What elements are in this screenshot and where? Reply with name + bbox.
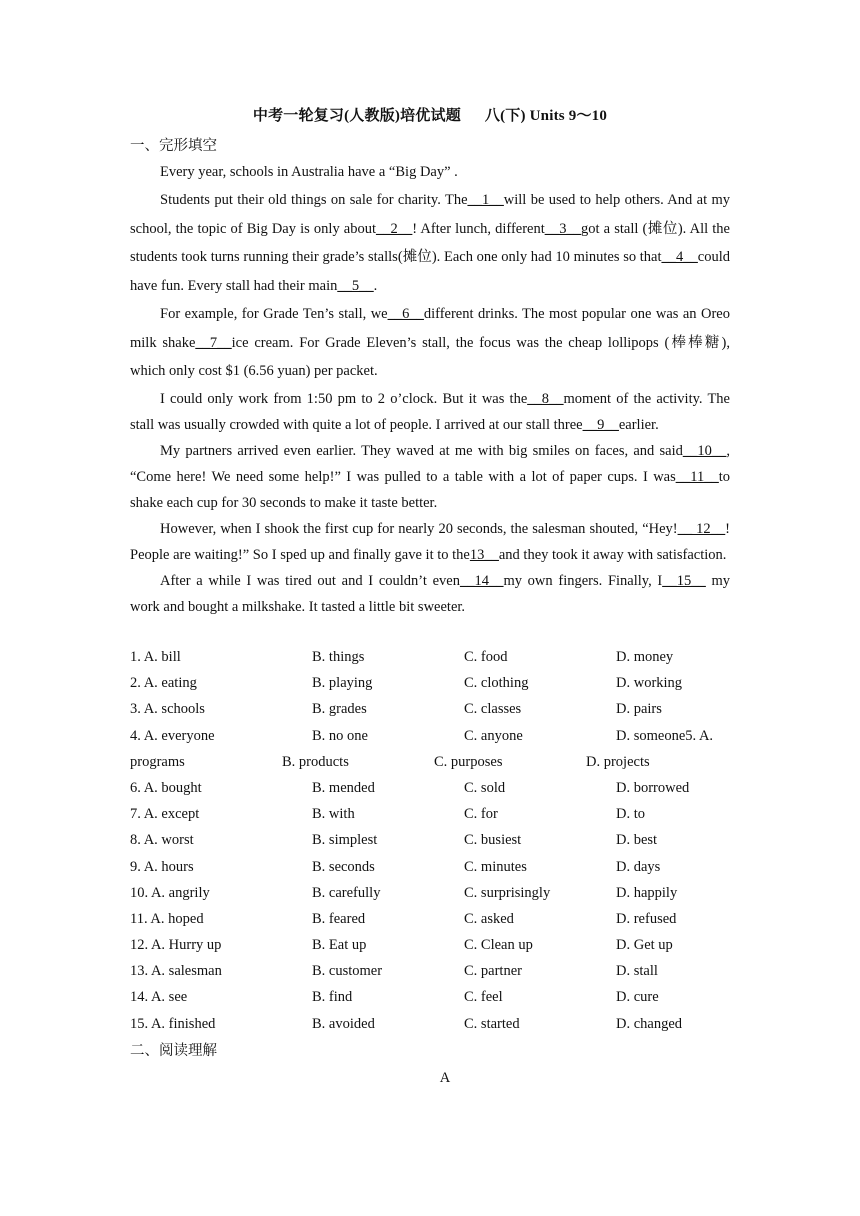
blank: __4__ [661, 249, 698, 265]
option-choice: C. asked [464, 910, 514, 927]
option-choice: B. playing [312, 675, 373, 692]
paragraph: I could only work from 1:50 pm to 2 o’clock. But it was the__8__moment of the activity. The stall was usually crowded with quite a lot of people. I arrived at our stall three__9__earlier. [130, 390, 730, 433]
option-choice: D. best [616, 832, 658, 849]
blank: 13__ [469, 546, 499, 563]
option-choice: 4. A. everyone [130, 727, 215, 744]
option-choice: B. things [312, 649, 365, 665]
paragraph: Every year, schools in Australia have a “Big Day” . [160, 164, 458, 180]
option-row [130, 644, 740, 670]
section-heading-reading: 二、阅读理解 [130, 1043, 217, 1059]
answer-options [130, 644, 740, 1037]
option-row [130, 932, 740, 958]
option-choice: D. changed [616, 1015, 683, 1032]
blank: __3__ [544, 220, 582, 237]
option-choice: B. carefully [312, 884, 381, 901]
blank: __14__ [459, 572, 504, 589]
option-choice: C. clothing [464, 675, 529, 692]
option-choice: B. mended [312, 779, 375, 796]
option-choice: C. sold [464, 779, 506, 796]
option-row [130, 801, 740, 827]
option-row [130, 749, 740, 775]
option-choice: D. to [616, 806, 645, 823]
option-choice: D. Get up [616, 937, 673, 954]
option-row [130, 958, 740, 984]
option-choice: C. partner [464, 963, 522, 980]
section-heading-cloze: 一、完形填空 [130, 138, 217, 154]
option-choice: C. anyone [464, 727, 523, 744]
blank: __8__ [527, 390, 564, 407]
option-row [130, 775, 740, 801]
blank: __15__ [662, 572, 706, 589]
option-row [130, 984, 740, 1010]
option-choice: D. borrowed [616, 779, 690, 796]
blank: __7__ [195, 334, 232, 351]
paragraph: After a while I was tired out and I couldn’t even__14__my own fingers. Finally, I__15__ my work and bought a milkshake. It tasted a little bit sweeter. [130, 572, 730, 615]
option-choice: 14. A. see [130, 989, 188, 1006]
part-label: A [439, 1070, 451, 1086]
blank: __2__ [376, 220, 413, 237]
title-sub: 八(下) Units 9～10 [484, 108, 608, 124]
option-choice: 2. A. eating [130, 675, 197, 692]
title-main: 中考一轮复习(人教版)培优试题 [252, 108, 461, 124]
option-choice: programs [130, 753, 185, 770]
option-choice: C. surprisingly [464, 884, 551, 901]
option-choice: C. busiest [464, 832, 522, 849]
option-choice: 1. A. bill [130, 649, 181, 665]
option-row [130, 1011, 740, 1037]
option-choice: 15. A. finished [130, 1015, 216, 1032]
page-title [0, 104, 860, 125]
blank: __ 12__ [677, 520, 726, 537]
cloze-passage [130, 158, 730, 620]
option-choice: C. purposes [434, 753, 503, 770]
option-choice: B. seconds [312, 858, 375, 875]
option-row [130, 827, 740, 853]
option-choice: 12. A. Hurry up [130, 937, 222, 954]
blank: __11__ [675, 468, 719, 485]
option-choice: B. feared [312, 910, 366, 927]
option-choice: C. Clean up [464, 937, 533, 954]
paragraph: For example, for Grade Ten’s stall, we__6__different drinks. The most popular one was an Oreo milk shake__7__ice cream. For Grade Eleven’s stall, the focus was the cheap lollipops (棒棒糖), which only cost $1 (6.56 yuan) per packet. [130, 306, 730, 379]
option-choice: D. projects [586, 753, 650, 770]
blank: __9__ [582, 416, 619, 433]
option-choice: B. no one [312, 727, 368, 744]
option-choice: C. started [464, 1015, 520, 1032]
option-choice: D. stall [616, 963, 658, 980]
option-choice: B. avoided [312, 1015, 375, 1032]
option-row [130, 723, 740, 749]
option-choice: 6. A. bought [130, 779, 202, 796]
blank: __6__ [387, 306, 424, 322]
option-choice: B. products [282, 753, 349, 770]
option-choice: C. food [464, 649, 508, 665]
blank: __5__ [337, 277, 374, 294]
option-choice: D. days [616, 858, 661, 875]
option-choice: D. working [616, 675, 683, 692]
option-choice: D. someone5. A. [616, 727, 714, 744]
paragraph: Students put their old things on sale for charity. The__1__will be used to help others. And at my school, the topic of Big Day is only about__2__! After lunch, different__3__got a stall (摊位). All the students took turns running their grade’s stalls(摊位). Each one only had 10 minutes so that__4__could have fun. Every stall had their main__5__. [130, 192, 730, 294]
option-row [130, 696, 740, 722]
option-choice: D. pairs [616, 701, 662, 718]
option-row [130, 906, 740, 932]
option-choice: D. refused [616, 910, 677, 927]
option-choice: B. with [312, 806, 355, 823]
option-choice: C. classes [464, 701, 522, 718]
option-choice: B. find [312, 989, 353, 1006]
option-choice: 7. A. except [130, 806, 200, 823]
option-choice: D. happily [616, 884, 678, 901]
blank: __1__ [467, 192, 504, 208]
blank: __10__ [682, 442, 727, 459]
option-choice: C. feel [464, 989, 503, 1006]
option-row [130, 670, 740, 696]
option-row [130, 854, 740, 880]
option-choice: 3. A. schools [130, 701, 205, 718]
paragraph: My partners arrived even earlier. They waved at me with big smiles on faces, and said__10__, “Come here! We need some help!” I was pulled to a table with a lot of paper cups. I was__11__to shake each cup for 30 seconds to make it taste better. [130, 442, 730, 511]
option-choice: B. customer [312, 963, 383, 980]
option-choice: 9. A. hours [130, 858, 194, 875]
option-choice: C. minutes [464, 858, 527, 875]
option-choice: B. simplest [312, 832, 378, 849]
option-choice: 10. A. angrily [130, 884, 210, 901]
option-choice: 13. A. salesman [130, 963, 222, 980]
option-choice: 11. A. hoped [130, 910, 204, 927]
option-choice: B. grades [312, 701, 367, 718]
paragraph: However, when I shook the first cup for nearly 20 seconds, the salesman shouted, “Hey!__ 12__! People are waiting!” So I sped up and finally gave it to the13__and they took it away with satisfaction. [130, 520, 730, 563]
option-choice: 8. A. worst [130, 832, 194, 849]
option-choice: B. Eat up [312, 937, 367, 954]
option-row [130, 880, 740, 906]
option-choice: D. cure [616, 989, 659, 1006]
option-choice: C. for [464, 806, 498, 823]
option-choice: D. money [616, 649, 674, 665]
